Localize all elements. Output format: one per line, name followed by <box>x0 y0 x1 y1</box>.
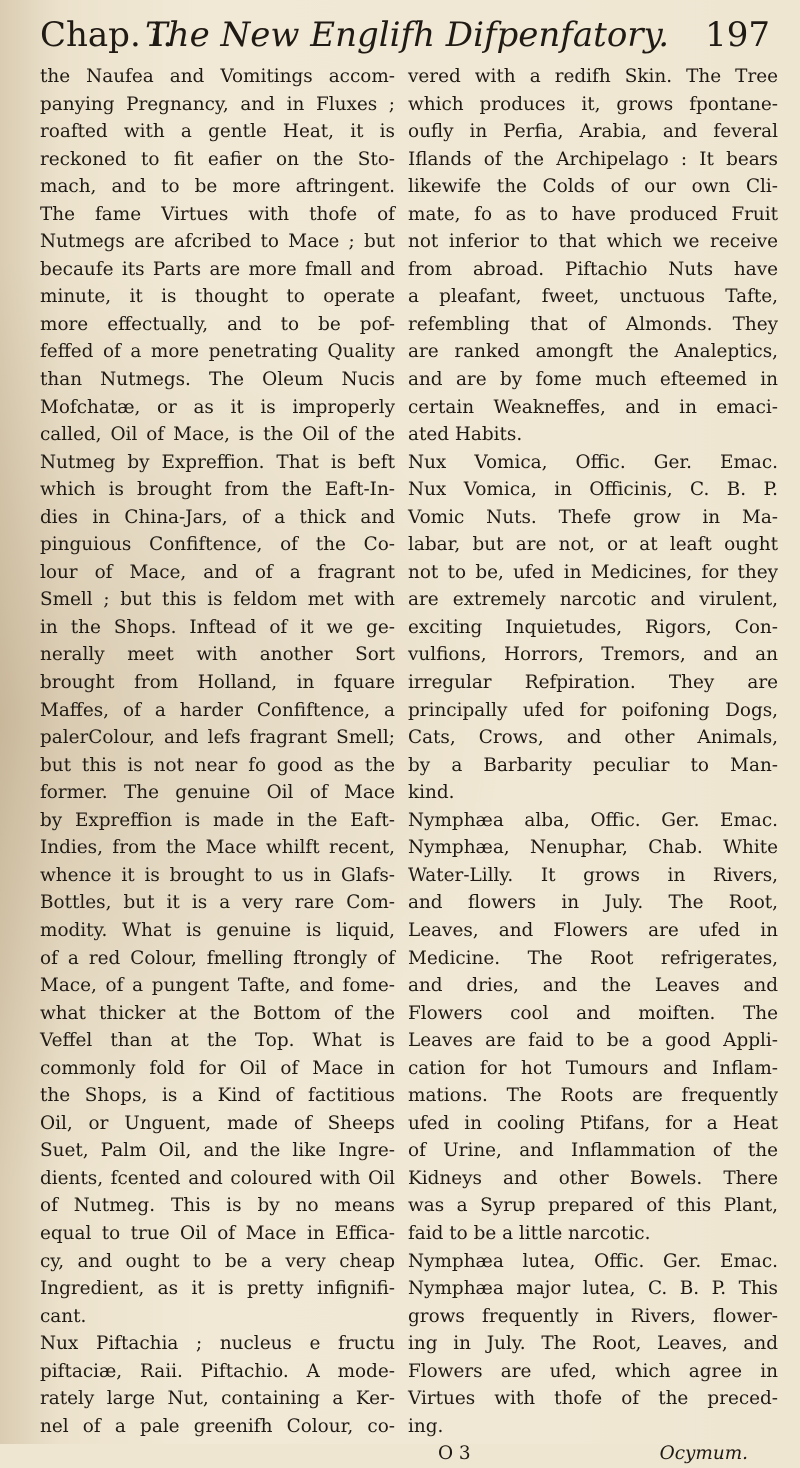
text-line: piftaciæ, Raii. Piftachio. A mode- <box>40 1360 395 1382</box>
text-line: cation for hot Tumours and Inflam- <box>408 1057 778 1079</box>
text-line: of Urine, and Inflammation of the <box>408 1140 778 1162</box>
text-line: certain Weakneffes, and in emaci- <box>408 396 778 418</box>
text-line: vulfions, Horrors, Tremors, and an <box>408 644 778 666</box>
text-line: irregular Refpiration. They are <box>408 672 778 694</box>
page-number: 197 <box>705 15 770 55</box>
text-line: Cats, Crows, and other Animals, <box>408 727 778 749</box>
text-line: nel of a pale greenifh Colour, co- <box>40 1415 395 1437</box>
text-line: of a red Colour, fmelling ftrongly of <box>40 947 395 969</box>
text-line: kind. <box>408 782 455 804</box>
text-line: minute, it is thought to operate <box>40 286 395 308</box>
text-line: equal to true Oil of Mace in Effica- <box>40 1222 395 1244</box>
running-header <box>40 10 770 60</box>
text-line: whence it is brought to us in Glafs- <box>40 864 395 886</box>
text-line: a pleafant, fweet, unctuous Tafte, <box>408 286 778 308</box>
text-line: feffed of a more penetrating Quality <box>40 341 395 363</box>
text-line: Indies, from the Mace whilft recent, <box>40 837 395 859</box>
text-line: Nymphæa alba, Offic. Ger. Emac. <box>408 809 778 831</box>
text-line: Nux Piftachia ; nucleus e fructu <box>40 1333 395 1355</box>
text-line: cant. <box>40 1305 87 1327</box>
text-line: commonly fold for Oil of Mace in <box>40 1057 395 1079</box>
text-line: former. The genuine Oil of Mace <box>40 782 395 804</box>
text-line: modity. What is genuine is liquid, <box>40 919 395 941</box>
text-line: principally ufed for poifoning Dogs, <box>408 699 778 721</box>
text-line: Nymphæa lutea, Offic. Ger. Emac. <box>408 1250 778 1272</box>
text-line: grows frequently in Rivers, flower- <box>408 1305 778 1327</box>
text-line: pinguious Confiftence, of the Co- <box>40 534 395 556</box>
text-line: ated Habits. <box>408 424 523 446</box>
text-line: Flowers are ufed, which agree in <box>408 1360 778 1382</box>
text-line: panying Pregnancy, and in Fluxes ; <box>40 93 395 115</box>
text-line: brought from Holland, in fquare <box>40 672 395 694</box>
text-line: Iflands of the Archipelago : It bears <box>408 148 778 170</box>
chapter-label: Chap. i. <box>40 15 174 55</box>
text-line: becaufe its Parts are more fmall and <box>40 258 395 280</box>
text-line: Veffel than at the Top. What is <box>40 1030 395 1052</box>
text-line: Water-Lilly. It grows in Rivers, <box>408 864 778 886</box>
text-line: Nutmegs are afcribed to Mace ; but <box>40 231 395 253</box>
text-line: by Expreffion is made in the Eaft- <box>40 809 395 831</box>
text-line: mate, fo as to have produced Fruit <box>408 203 778 225</box>
text-line: the Naufea and Vomitings accom- <box>40 66 395 87</box>
text-line: which is brought from the Eaft-In- <box>40 479 395 501</box>
text-line: Suet, Palm Oil, and the like Ingre- <box>40 1140 395 1162</box>
text-line: Oil, or Unguent, made of Sheeps <box>40 1112 395 1134</box>
text-line: Flowers cool and moiften. The <box>408 1002 778 1024</box>
text-line: not inferior to that which we receive <box>408 231 778 253</box>
text-line: Mace, of a pungent Tafte, and fome- <box>40 975 395 997</box>
text-line: ing in July. The Root, Leaves, and <box>408 1333 778 1355</box>
text-line: called, Oil of Mace, is the Oil of the <box>40 424 395 446</box>
text-line: from abroad. Piftachio Nuts have <box>408 258 778 280</box>
text-line: lour of Mace, and of a fragrant <box>40 561 395 583</box>
text-line: Smell ; but this is feldom met with <box>40 589 395 611</box>
left-text-column <box>40 63 395 1440</box>
text-line: Bottles, but it is a very rare Com- <box>40 892 395 914</box>
text-line: in the Shops. Inftead of it we ge- <box>40 616 395 638</box>
text-line: dies in China-Jars, of a thick and <box>40 506 395 528</box>
text-line: of Nutmeg. This is by no means <box>40 1195 395 1217</box>
text-line: exciting Inquietudes, Rigors, Con- <box>408 616 778 638</box>
text-line: Nymphæa major lutea, C. B. P. This <box>408 1278 778 1300</box>
text-line: rately large Nut, containing a Ker- <box>40 1388 395 1410</box>
text-line: refembling that of Almonds. They <box>408 313 778 335</box>
text-line: likewife the Colds of our own Cli- <box>408 176 778 198</box>
text-line: ufed in cooling Ptifans, for a Heat <box>408 1112 778 1134</box>
text-line: cy, and ought to be a very cheap <box>40 1250 395 1272</box>
running-title: The New Englifh Difpenfatory. <box>145 15 670 55</box>
text-line: Nymphæa, Nenuphar, Chab. White <box>408 837 778 859</box>
right-text-column <box>408 63 778 1468</box>
text-line: but this is not near fo good as the <box>40 754 395 776</box>
text-line: more effectually, and to be pof- <box>40 313 395 335</box>
text-line: Vomic Nuts. Thefe grow in Ma- <box>408 506 778 528</box>
text-line: Virtues with thofe of the preced- <box>408 1388 778 1410</box>
text-line: Leaves, and Flowers are ufed in <box>408 919 778 941</box>
text-line: and flowers in July. The Root, <box>408 892 778 914</box>
text-line: was a Syrup prepared of this Plant, <box>408 1195 778 1217</box>
text-line: roafted with a gentle Heat, it is <box>40 121 395 143</box>
text-line: Mofchatæ, or as it is improperly <box>40 396 395 418</box>
text-line: not to be, ufed in Medicines, for they <box>408 561 778 583</box>
text-line: Ingredient, as it is pretty infignifi- <box>40 1278 395 1300</box>
text-line: labar, but are not, or at leaft ought <box>408 534 778 556</box>
text-line: dients, fcented and coloured with Oil <box>40 1167 395 1189</box>
signature-mark: O 3 <box>438 1443 471 1465</box>
text-line: palerColour, and lefs fragrant Smell; <box>40 727 395 749</box>
text-line: and dries, and the Leaves and <box>408 975 778 997</box>
text-line: Nux Vomica, in Officinis, C. B. P. <box>408 479 778 501</box>
catchword: Ocymum. <box>659 1443 748 1465</box>
text-line: mations. The Roots are frequently <box>408 1085 778 1107</box>
text-line: Medicine. The Root refrigerates, <box>408 947 778 969</box>
text-line: Nux Vomica, Offic. Ger. Emac. <box>408 451 778 473</box>
text-line: are ranked amongft the Analeptics, <box>408 341 778 363</box>
text-line: vered with a redifh Skin. The Tree <box>408 66 778 87</box>
text-line: what thicker at the Bottom of the <box>40 1002 395 1024</box>
text-line: oufly in Perfia, Arabia, and feveral <box>408 121 778 143</box>
text-line: and are by fome much efteemed in <box>408 369 778 391</box>
text-line: The fame Virtues with thofe of <box>40 203 395 225</box>
text-line: Leaves are faid to be a good Appli- <box>408 1030 778 1052</box>
text-line: ing. <box>408 1415 444 1437</box>
text-line: than Nutmegs. The Oleum Nucis <box>40 369 395 391</box>
text-line: nerally meet with another Sort <box>40 644 395 666</box>
text-line: the Shops, is a Kind of factitious <box>40 1085 395 1107</box>
page-footer <box>408 1440 778 1468</box>
text-line: Kidneys and other Bowels. There <box>408 1167 778 1189</box>
text-line: Nutmeg by Expreffion. That is beft <box>40 451 395 473</box>
text-line: Maffes, of a harder Confiftence, a <box>40 699 395 721</box>
text-line: by a Barbarity peculiar to Man- <box>408 754 778 776</box>
text-line: faid to be a little narcotic. <box>408 1222 651 1244</box>
text-line: reckoned to fit eafier on the Sto- <box>40 148 395 170</box>
text-line: are extremely narcotic and virulent, <box>408 589 778 611</box>
text-line: which produces it, grows fpontane- <box>408 93 778 115</box>
text-line: mach, and to be more aftringent. <box>40 176 395 198</box>
